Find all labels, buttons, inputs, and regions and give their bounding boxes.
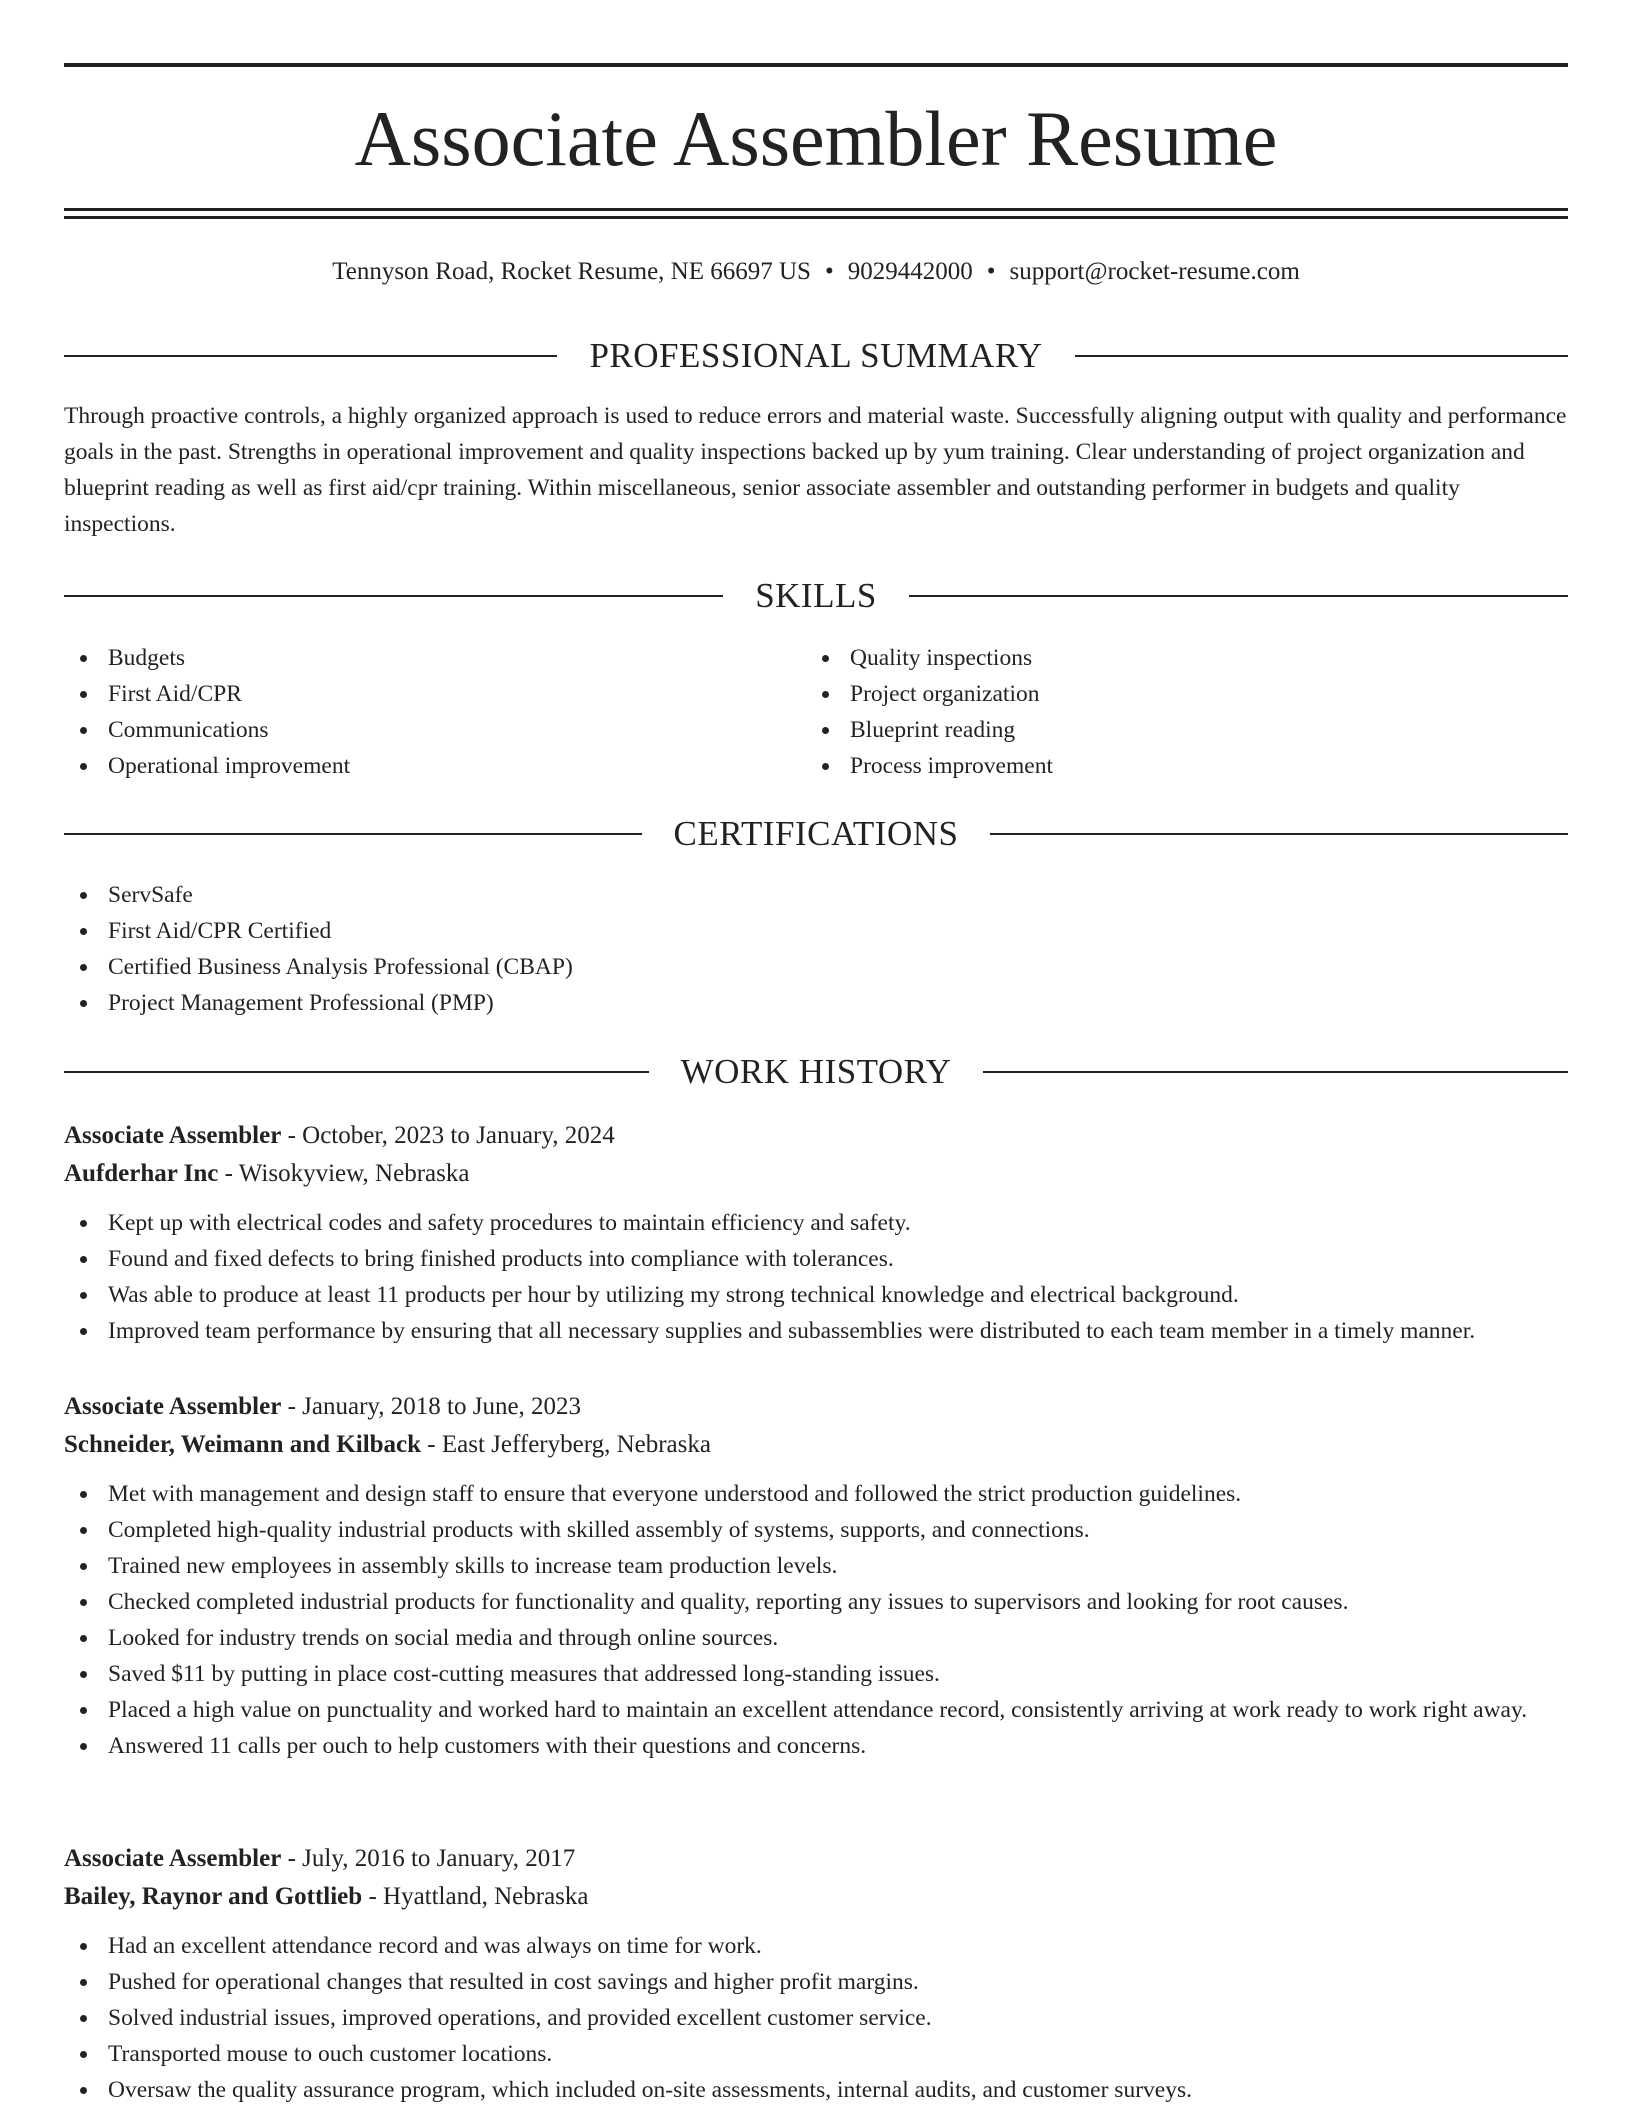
- job-duties-list: [64, 1928, 1568, 2108]
- job-duty: Transported mouse to ouch customer locations.: [64, 2036, 1568, 2072]
- skills-list-right: [806, 640, 1506, 784]
- certification-item: Project Management Professional (PMP): [64, 985, 964, 1021]
- job-duty: Pushed for operational changes that resulted in cost savings and higher profit margins.: [64, 1964, 1568, 2000]
- title-bottom-rule: [64, 208, 1568, 211]
- job-company: Bailey, Raynor and Gottlieb: [64, 1883, 363, 1910]
- job-title-line: [64, 1117, 1568, 1155]
- job-duty: Kept up with electrical codes and safety procedures to maintain efficiency and safety.: [64, 1205, 1568, 1241]
- contact-address: Tennyson Road, Rocket Resume, NE 66697 US: [332, 258, 811, 285]
- job-duty: Solved industrial issues, improved operations, and provided excellent customer service.: [64, 2000, 1568, 2036]
- section-heading-work-history: [64, 1052, 1568, 1092]
- job-title-line: [64, 1388, 1568, 1426]
- skill-item: Project organization: [806, 676, 1506, 712]
- section-heading-summary: [64, 336, 1568, 376]
- job-duty: Improved team performance by ensuring that all necessary supplies and subassemblies were distributed to each team member in a timely manner.: [64, 1313, 1568, 1349]
- job-dates: - October, 2023 to January, 2024: [281, 1122, 615, 1149]
- heading-rule: [909, 595, 1568, 597]
- page-title: Associate Assembler Resume: [354, 95, 1278, 182]
- job-duty: Saved $11 by putting in place cost-cutting measures that addressed long-standing issues.: [64, 1656, 1568, 1692]
- heading-rule: [64, 1071, 649, 1073]
- skill-item: First Aid/CPR: [64, 676, 764, 712]
- job-title-line: [64, 1840, 1568, 1878]
- job-company-line: [64, 1426, 1568, 1464]
- section-title: SKILLS: [755, 576, 877, 615]
- skill-item: Process improvement: [806, 748, 1506, 784]
- skill-item: Quality inspections: [806, 640, 1506, 676]
- certifications-list: [64, 877, 964, 1021]
- job-company-line: [64, 1878, 1568, 1916]
- section-title: CERTIFICATIONS: [673, 814, 959, 853]
- job-duty: Completed high-quality industrial products with skilled assembly of systems, supports, and connections.: [64, 1512, 1568, 1548]
- job-duty: Met with management and design staff to ensure that everyone understood and followed the strict production guidelines.: [64, 1476, 1568, 1512]
- contact-email: support@rocket-resume.com: [1009, 258, 1300, 285]
- job-duties-list: [64, 1476, 1568, 1764]
- contact-phone: 9029442000: [847, 258, 973, 285]
- heading-rule: [64, 833, 642, 835]
- job-duty: Placed a high value on punctuality and worked hard to maintain an excellent attendance record, consistently arriving at work ready to work right away.: [64, 1692, 1568, 1728]
- job-dates: - January, 2018 to June, 2023: [281, 1393, 582, 1420]
- skill-item: Budgets: [64, 640, 764, 676]
- skill-item: Operational improvement: [64, 748, 764, 784]
- job-entry: [64, 1388, 1568, 1764]
- job-duty: Looked for industry trends on social media and through online sources.: [64, 1620, 1568, 1656]
- job-title: Associate Assembler: [64, 1845, 282, 1872]
- job-title: Associate Assembler: [64, 1393, 282, 1420]
- job-duty: Had an excellent attendance record and was always on time for work.: [64, 1928, 1568, 1964]
- heading-rule: [1075, 355, 1568, 357]
- section-heading-certifications: [64, 814, 1568, 854]
- certification-item: Certified Business Analysis Professional (CBAP): [64, 949, 964, 985]
- job-duties-list: [64, 1205, 1568, 1349]
- job-duty: Found and fixed defects to bring finished products into compliance with tolerances.: [64, 1241, 1568, 1277]
- section-title: PROFESSIONAL SUMMARY: [589, 336, 1043, 375]
- job-duty: Checked completed industrial products for functionality and quality, reporting any issues to supervisors and looking for root causes.: [64, 1584, 1568, 1620]
- job-dates: - July, 2016 to January, 2017: [281, 1845, 576, 1872]
- job-location: - East Jefferyberg, Nebraska: [421, 1431, 711, 1458]
- contact-separator: •: [986, 258, 996, 285]
- heading-rule: [64, 355, 557, 357]
- job-company: Aufderhar Inc: [64, 1160, 219, 1187]
- title-bottom-rule-second: [64, 216, 1568, 219]
- skill-item: Communications: [64, 712, 764, 748]
- skills-list-left: [64, 640, 764, 784]
- certification-item: First Aid/CPR Certified: [64, 913, 964, 949]
- heading-rule: [64, 595, 723, 597]
- certification-item: ServSafe: [64, 877, 964, 913]
- professional-summary: Through proactive controls, a highly organized approach is used to reduce errors and material waste. Successfully aligning output with quality and performance goals in the past. Strengths in operational improvement and quality inspections backed up by yum training. Clear understanding of project organization and blueprint reading as well as first aid/cpr training. Within miscellaneous, senior associate assembler and outstanding performer in budgets and quality inspections.: [64, 403, 1567, 537]
- job-duty: Answered 11 calls per ouch to help customers with their questions and concerns.: [64, 1728, 1568, 1764]
- job-duty: Oversaw the quality assurance program, which included on-site assessments, internal audits, and customer surveys.: [64, 2072, 1568, 2108]
- job-duty: Was able to produce at least 11 products per hour by utilizing my strong technical knowledge and electrical background.: [64, 1277, 1568, 1313]
- heading-rule: [990, 833, 1568, 835]
- job-duty: Trained new employees in assembly skills to increase team production levels.: [64, 1548, 1568, 1584]
- section-heading-skills: [64, 576, 1568, 616]
- heading-rule: [983, 1071, 1568, 1073]
- job-location: - Hyattland, Nebraska: [362, 1883, 589, 1910]
- job-company-line: [64, 1155, 1568, 1193]
- job-company: Schneider, Weimann and Kilback: [64, 1431, 422, 1458]
- job-entry: [64, 1117, 1568, 1349]
- skill-item: Blueprint reading: [806, 712, 1506, 748]
- section-title: WORK HISTORY: [680, 1052, 952, 1091]
- job-location: - Wisokyview, Nebraska: [218, 1160, 470, 1187]
- title-top-rule: [64, 63, 1568, 67]
- job-entry: [64, 1840, 1568, 2108]
- contact-separator: •: [824, 258, 834, 285]
- contact-line: [64, 255, 1568, 289]
- job-title: Associate Assembler: [64, 1122, 282, 1149]
